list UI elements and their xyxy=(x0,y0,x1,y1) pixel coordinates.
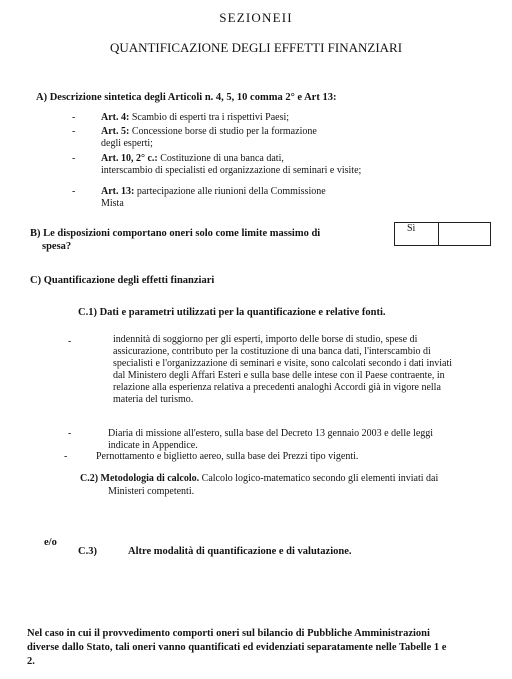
bullet-dash: - xyxy=(68,336,72,347)
c3-label: C.3) xyxy=(78,546,97,557)
footer-note-line2: diverse dallo Stato, tali oneri vanno quantificati ed evidenziati separatamente nelle Tabelle 1 e xyxy=(27,642,447,653)
article-4-item xyxy=(101,112,289,124)
article-text: Costituzione di una banca dati, xyxy=(160,153,284,164)
answer-box xyxy=(394,222,491,246)
document-title: QUANTIFICAZIONE DEGLI EFFETTI FINANZIARI xyxy=(109,40,403,55)
article-label: Art. 10, 2° c.: xyxy=(101,153,158,164)
section-c-heading: C) Quantificazione degli effetti finanziari xyxy=(30,275,215,286)
c3-heading: Altre modalità di quantificazione e di valutazione. xyxy=(128,546,352,557)
c1-line: Diaria di missione all'estero, sulla base del Decreto 13 gennaio 2003 e delle leggi xyxy=(108,428,434,439)
c1-item-diaria xyxy=(108,428,508,452)
footer-note-line3: 2. xyxy=(27,656,35,667)
c2-text-cont: Ministeri competenti. xyxy=(108,486,195,497)
c1-heading: C.1) Dati e parametri utilizzati per la quantificazione e relative fonti. xyxy=(78,307,386,318)
c1-item-pernottamento: Pernottamento e biglietto aereo, sulla base dei Prezzi tipo vigenti. xyxy=(96,451,359,462)
c1-line: assicurazione, contributo per la costituzione di una banca dati, l'interscambio di xyxy=(113,346,431,357)
article-text: partecipazione alle riunioni della Commissione xyxy=(136,186,326,197)
answer-label: Sì xyxy=(407,223,416,234)
bullet-dash: - xyxy=(72,112,76,123)
article-text-cont: degli esperti; xyxy=(101,138,153,149)
bullet-dash: - xyxy=(72,126,76,137)
c1-line: specialisti e l'organizzazione di seminari e visite, sono calcolati secondo i dati inviati xyxy=(113,358,453,369)
c1-line: indicate in Appendice. xyxy=(108,440,198,451)
article-label: Art. 4: xyxy=(101,112,130,123)
c1-line: indennità di soggiorno per gli esperti, importo delle borse di studio, spese di xyxy=(113,334,418,345)
section-b-question-cont: spesa? xyxy=(42,241,72,252)
article-13-item xyxy=(101,186,361,210)
footer-note-line1: Nel caso in cui il provvedimento comporti oneri sul bilancio di Pubbliche Amministrazioni xyxy=(27,628,430,639)
and-or-label: e/o xyxy=(44,537,57,548)
bullet-dash: - xyxy=(64,451,68,462)
article-label: Art. 13: xyxy=(101,186,135,197)
article-10-item xyxy=(101,153,371,177)
bullet-dash: - xyxy=(72,186,76,197)
article-text: Scambio di esperti tra i rispettivi Paesi; xyxy=(131,112,290,123)
c2-text: Calcolo logico-matematico secondo gli elementi inviati dai xyxy=(201,473,439,484)
section-title: SEZIONEII xyxy=(219,10,293,25)
c1-paragraph xyxy=(113,334,508,406)
article-text-cont: interscambio di specialisti ed organizzazione di seminari e visite; xyxy=(101,165,362,176)
c1-line: dal Ministero degli Affari Esteri e sulla base delle intese con il Paese contraente, in xyxy=(113,370,445,381)
article-text-cont: Mista xyxy=(101,198,124,209)
article-label: Art. 5: xyxy=(101,126,130,137)
c1-line: relazione alla esperienza relativa a precedenti analoghi Accordi già in vigore nella xyxy=(113,382,441,393)
c1-line: materia del turismo. xyxy=(113,394,194,405)
c2-block xyxy=(80,473,500,485)
section-a-heading: A) Descrizione sintetica degli Articoli n. 4, 5, 10 comma 2° e Art 13: xyxy=(36,92,337,103)
c2-label: C.2) Metodologia di calcolo. xyxy=(80,473,200,484)
bullet-dash: - xyxy=(72,153,76,164)
answer-box-divider xyxy=(438,223,439,245)
section-b-question: B) Le disposizioni comportano oneri solo come limite massimo di xyxy=(30,228,321,239)
bullet-dash: - xyxy=(68,428,72,439)
article-text: Concessione borse di studio per la formazione xyxy=(131,126,317,137)
article-5-item xyxy=(101,126,341,150)
